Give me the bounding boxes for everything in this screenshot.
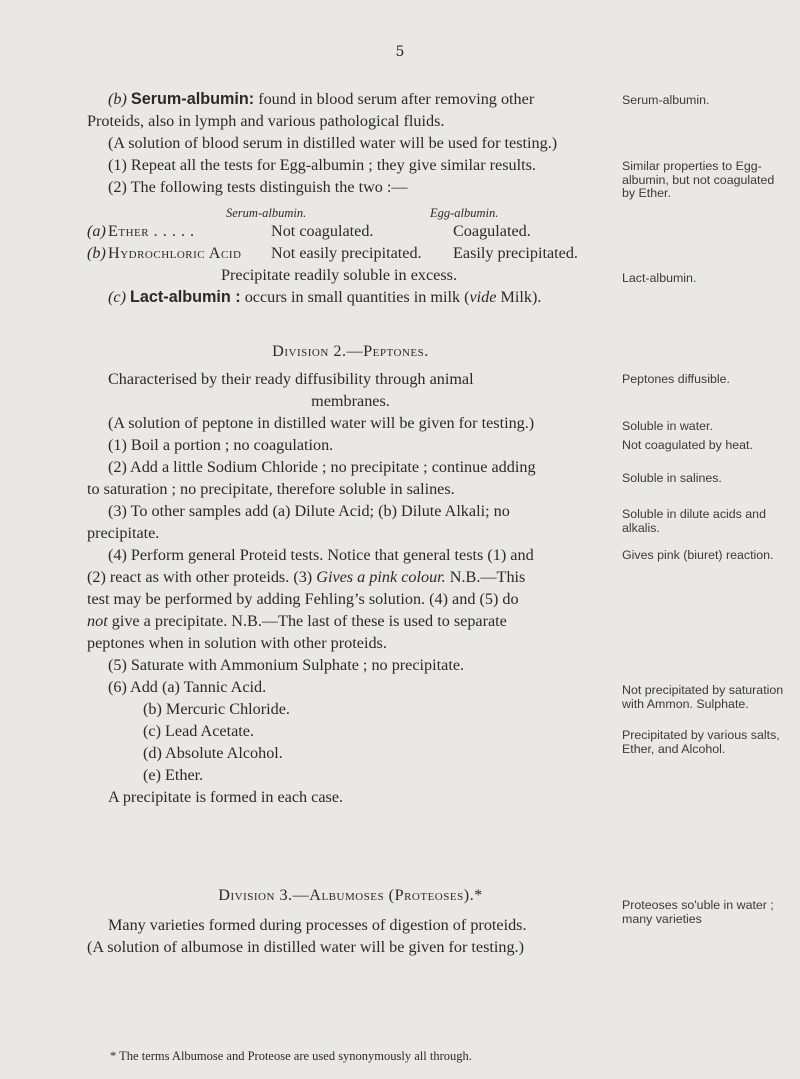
margin-not-coagulated: Not coagulated by heat. [622, 438, 753, 452]
serum-line-3: (A solution of blood serum in distilled water will be used for testing.) [108, 134, 558, 152]
row-a-serum: Not coagulated. [271, 222, 374, 240]
t4b-post: N.B.—This [445, 568, 526, 586]
margin-pink-reaction: Gives pink (biuret) reaction. [622, 548, 774, 562]
lact-text-2: Milk). [496, 288, 542, 306]
lact-label: (c) [108, 288, 126, 306]
serum-line-2: Proteids, also in lymph and various pathological fluids. [87, 112, 445, 130]
peptone-test-6e: (e) Ether. [143, 766, 204, 784]
footnote: * The terms Albumose and Proteose are used synonymously all through. [110, 1049, 472, 1063]
t4d-post: give a precipitate. N.B.—The last of these is used to separate [107, 612, 507, 630]
row-a-egg: Coagulated. [453, 222, 531, 240]
division-2-heading: Division 2.—Peptones. [272, 342, 429, 360]
margin-serum-albumin: Serum-albumin. [622, 93, 710, 107]
margin-similar-properties: Similar properties to Egg-albumin, but not coagulated by Ether. [622, 159, 775, 200]
serum-line-1 [87, 88, 614, 110]
row-b-label: (b) [87, 244, 106, 262]
comparison-table [87, 202, 614, 308]
table-note: Precipitate readily soluble in excess. [221, 266, 457, 284]
margin-peptones-diffusible: Peptones diffusible. [622, 372, 730, 386]
peptone-test-4a: (4) Perform general Proteid tests. Notice that general tests (1) and [108, 546, 534, 564]
peptone-test-3b: precipitate. [87, 524, 160, 542]
margin-proteoses: Proteoses so'uble in water ; many varieties [622, 898, 774, 926]
peptone-test-4d [87, 610, 614, 632]
margin-precipitated-by: Precipitated by various salts, Ether, and Alcohol. [622, 728, 780, 756]
margin-soluble-water: Soluble in water. [622, 419, 713, 433]
lact-title: Lact-albumin : [130, 288, 241, 306]
serum-label: (b) [108, 90, 127, 108]
col-header-serum: Serum-albumin. [226, 206, 307, 220]
peptone-test-1: (1) Boil a portion ; no coagulation. [108, 436, 334, 454]
peptone-solution: (A solution of peptone in distilled water will be given for testing.) [108, 414, 535, 432]
division-2-section [87, 340, 614, 808]
lact-text-1: occurs in small quantities in milk ( [240, 288, 470, 306]
peptone-test-6c: (c) Lead Acetate. [143, 722, 254, 740]
lact-vide: vide [469, 288, 497, 306]
t4b-italic: Gives a pink colour. [316, 568, 446, 586]
table-note-row [87, 264, 614, 286]
serum-albumin-section [87, 88, 614, 198]
row-b-egg: Easily precipitated. [453, 244, 578, 262]
division-3-heading: Division 3.—Albumoses (Proteoses).* [218, 886, 483, 904]
t4d-italic: not [87, 612, 108, 630]
margin-soluble-dilute: Soluble in dilute acids and alkalis. [622, 507, 766, 535]
albumose-line-2: (A solution of albumose in distilled water will be given for testing.) [87, 938, 524, 956]
peptone-intro-1: Characterised by their ready diffusibility through animal [108, 370, 474, 388]
serum-line-4: (1) Repeat all the tests for Egg-albumin ; they give similar results. [108, 156, 536, 174]
albumose-line-1: Many varieties formed during processes of digestion of proteids. [108, 916, 527, 934]
table-row [87, 242, 614, 264]
peptone-test-4e: peptones when in solution with other proteids. [87, 634, 387, 652]
peptone-test-2a: (2) Add a little Sodium Chloride ; no precipitate ; continue adding [108, 458, 536, 476]
peptone-test-5: (5) Saturate with Ammonium Sulphate ; no precipitate. [108, 656, 465, 674]
row-a-label: (a) [87, 222, 106, 240]
margin-soluble-salines: Soluble in salines. [622, 471, 722, 485]
serum-line-1-text: found in blood serum after removing other [254, 90, 535, 108]
peptone-test-6: (6) Add (a) Tannic Acid. [108, 678, 267, 696]
page-number: 5 [395, 44, 405, 60]
peptone-test-2b: to saturation ; no precipitate, therefore soluble in salines. [87, 480, 455, 498]
peptone-test-6f: A precipitate is formed in each case. [108, 788, 344, 806]
division-3-section [87, 884, 614, 958]
row-a-test: Ether . . . . . [108, 222, 195, 240]
table-row [87, 220, 614, 242]
table-header [87, 202, 614, 220]
serum-title: Serum-albumin: [130, 90, 255, 108]
peptone-test-3a: (3) To other samples add (a) Dilute Acid; (b) Dilute Alkali; no [108, 502, 510, 520]
peptone-intro-2: membranes. [311, 392, 390, 410]
lact-albumin-line [87, 286, 614, 308]
serum-line-5: (2) The following tests distinguish the two :— [108, 178, 408, 196]
margin-lact-albumin: Lact-albumin. [622, 271, 697, 285]
peptone-test-6b: (b) Mercuric Chloride. [143, 700, 290, 718]
col-header-egg: Egg-albumin. [430, 206, 499, 220]
row-b-serum: Not easily precipitated. [271, 244, 422, 262]
margin-not-precipitated: Not precipitated by saturation with Ammon. Sulphate. [622, 683, 784, 711]
row-b-test: Hydrochloric Acid [108, 244, 242, 262]
t4b-pre: (2) react as with other proteids. (3) [87, 568, 317, 586]
peptone-test-6d: (d) Absolute Alcohol. [143, 744, 283, 762]
peptone-test-4b [87, 566, 614, 588]
peptone-test-4c: test may be performed by adding Fehling’s solution. (4) and (5) do [87, 590, 519, 608]
